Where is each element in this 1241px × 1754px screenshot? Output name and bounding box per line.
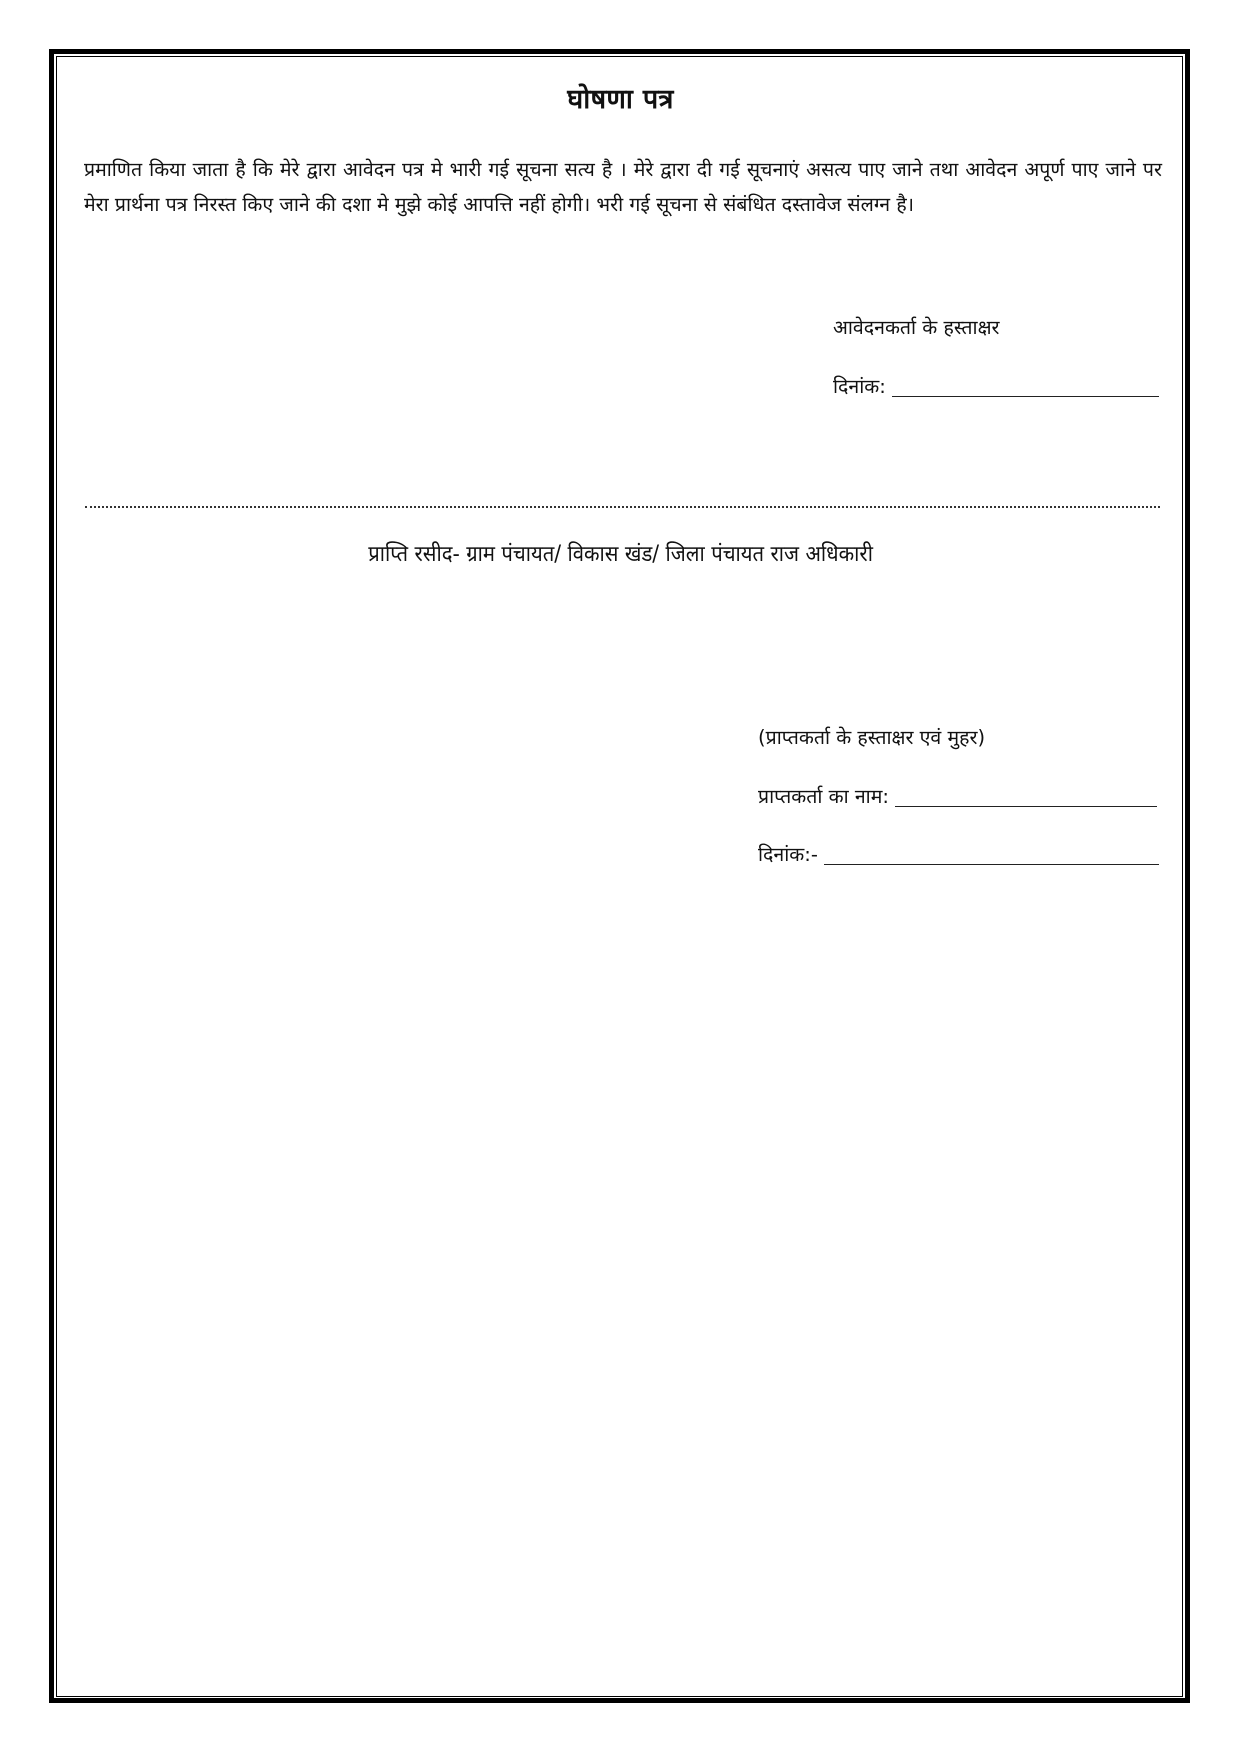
cut-line-separator [85, 506, 1160, 508]
receiver-signature-label: (प्राप्तकर्ता के हस्ताक्षर एवं मुहर) [758, 726, 986, 749]
receiver-name-field [758, 782, 1157, 812]
receiver-date-blank-line[interactable] [824, 842, 1159, 865]
receiver-name-blank-line[interactable] [895, 784, 1157, 807]
applicant-signature-label: आवेदनकर्ता के हस्ताक्षर [833, 316, 1000, 339]
receiver-date-label: दिनांक:- [758, 843, 818, 866]
applicant-date-field [833, 372, 1159, 402]
applicant-date-label: दिनांक: [833, 375, 886, 398]
page-border-inner [56, 56, 1183, 1697]
receiver-date-field [758, 840, 1159, 870]
declaration-paragraph: प्रमाणित किया जाता है कि मेरे द्वारा आवेदन पत्र मे भारी गई सूचना सत्य है । मेरे द्वारा दी गई सूचनाएं असत्य पाए जाने तथा आवेदन अपूर्ण पाए जाने पर मेरा प्रार्थना पत्र निरस्त किए जाने की दशा मे मुझे कोई आपत्ति नहीं होगी। भरी गई सूचना से संबंधित दस्तावेज संलग्न है। [84, 158, 1162, 216]
document-title: घोषणा पत्र [567, 84, 674, 115]
receipt-heading: प्राप्ति रसीद- ग्राम पंचायत/ विकास खंड/ जिला पंचायत राज अधिकारी [368, 542, 873, 567]
applicant-date-blank-line[interactable] [892, 374, 1159, 397]
receiver-name-label: प्राप्तकर्ता का नाम: [758, 785, 889, 808]
